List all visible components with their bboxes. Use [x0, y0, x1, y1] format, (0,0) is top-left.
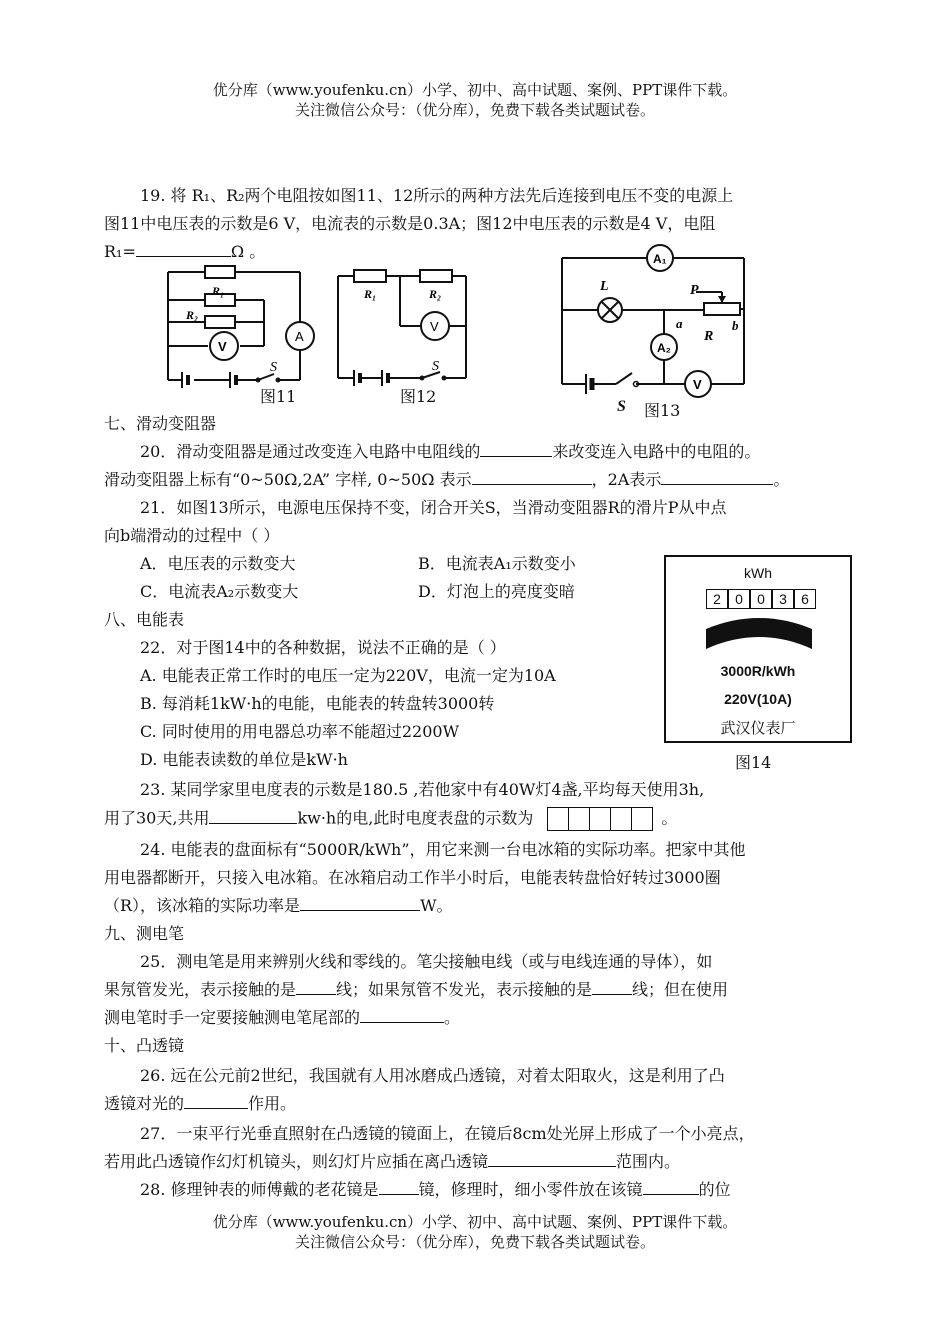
fig13-end-b: b — [732, 318, 739, 333]
footer-line-2: 关注微信公众号：（优分库），免费下载各类试题试卷。 — [294, 1233, 655, 1251]
q25-line-2 — [104, 979, 728, 1001]
fig12-voltmeter: V — [430, 319, 439, 334]
q24-blank[interactable] — [300, 896, 420, 911]
q25-blank-2[interactable] — [592, 980, 632, 995]
q26-line-1: 26. 远在公元前2世纪，我国就有人用冰磨成凸透镜，对着太阳取火，这是利用了凸 — [140, 1066, 725, 1085]
fig13-end-a: a — [676, 316, 683, 331]
meter-digit: 6 — [794, 589, 816, 609]
q23-digit-box[interactable] — [631, 807, 653, 831]
q19-blank[interactable] — [136, 242, 231, 257]
q23-text-a: 用了30天,共用 — [104, 808, 210, 828]
q25-line-3 — [104, 1007, 460, 1029]
meter-digits — [706, 589, 816, 609]
q23-line-2 — [104, 807, 677, 831]
q21-option-d[interactable]: D．灯泡上的亮度变暗 — [418, 582, 575, 601]
q28-blank-2[interactable] — [643, 1180, 699, 1195]
q21-option-b[interactable]: B．电流表A₁示数变小 — [418, 554, 576, 573]
fig11-switch-label: S — [270, 360, 277, 375]
fig13-a1: A₁ — [653, 252, 667, 266]
q23-digit-box[interactable] — [547, 807, 568, 831]
meter-rating: 220V(10A) — [724, 691, 792, 707]
figure-11-circuit — [160, 262, 330, 390]
q20-blank-1[interactable] — [480, 442, 552, 457]
fig14-caption: 图14 — [735, 753, 772, 772]
fig12-r1-label: R₁ — [364, 287, 377, 301]
q20-text-c: 滑动变阻器上标有“0~50Ω,2A” 字样, 0~50Ω 表示 — [104, 470, 472, 489]
q20-line-2 — [104, 469, 789, 491]
q24-text-a: （R），该冰箱的实际功率是 — [104, 896, 301, 915]
q24-text-b: W。 — [420, 896, 453, 915]
q22-option-d[interactable]: D. 电能表读数的单位是kW·h — [140, 750, 348, 769]
q24-line-3 — [104, 895, 453, 917]
fig13-switch-label: S — [617, 398, 626, 415]
fig13-slider-label: P — [690, 283, 699, 298]
header-line-2: 关注微信公众号：（优分库），免费下载各类试题试卷。 — [294, 101, 655, 119]
meter-maker: 武汉仪表厂 — [720, 719, 796, 737]
fig13-a2: A₂ — [657, 341, 671, 355]
q23-text-b: kw·h的电,此时电度表盘的示数为 — [297, 808, 534, 828]
fig13-caption: 图13 — [644, 401, 681, 420]
fig13-voltmeter: V — [693, 377, 702, 392]
section-9-title: 九、测电笔 — [104, 924, 185, 943]
figure-12-circuit — [332, 264, 472, 388]
q20-blank-2[interactable] — [472, 470, 592, 485]
fig11-voltmeter: V — [218, 339, 227, 354]
q21-option-c[interactable]: C．电流表A₂示数变大 — [140, 582, 299, 601]
section-7-title: 七、滑动变阻器 — [104, 414, 217, 433]
q28-blank-1[interactable] — [379, 1180, 419, 1195]
q26-blank[interactable] — [184, 1094, 248, 1109]
meter-rate: 3000R/kWh — [720, 663, 796, 679]
meter-digit: 0 — [750, 589, 772, 609]
q27-text-b: 范围内。 — [616, 1152, 681, 1171]
q22-stem: 22．对于图14中的各种数据，说法不正确的是（ ） — [140, 638, 506, 657]
q24-line-1: 24. 电能表的盘面标有“5000R/kWh”，用它来测一台电冰箱的实际功率。把家中其他 — [140, 840, 746, 859]
q20-text-e: 。 — [773, 470, 790, 489]
q19-line-3 — [104, 241, 265, 263]
meter-digit: 0 — [728, 589, 750, 609]
q22-option-b[interactable]: B. 每消耗1kW·h的电能，电能表的转盘转3000转 — [140, 694, 495, 713]
q23-blank[interactable] — [209, 809, 297, 824]
q23-digit-box[interactable] — [610, 807, 631, 831]
q24-line-2: 用电器都断开，只接入电冰箱。在冰箱启动工作半小时后，电能表转盘恰好转过3000圈 — [104, 868, 721, 887]
q23-digit-box[interactable] — [568, 807, 589, 831]
fig13-rheostat-label: R — [704, 329, 714, 344]
q25-line-1: 25．测电笔是用来辨别火线和零线的。笔尖接触电线（或与电线连通的导体），如 — [140, 952, 713, 971]
figure-13-circuit — [556, 246, 756, 396]
q19-prefix: R₁= — [104, 242, 136, 261]
fig11-caption: 图11 — [260, 387, 297, 406]
q27-line-2 — [104, 1151, 680, 1173]
q26-line-2 — [104, 1093, 296, 1115]
header-line-1: 优分库（www.youfenku.cn）小学、初中、高中试题、案例、PPT课件下载。 — [212, 81, 738, 99]
q26-text-b: 作用。 — [248, 1094, 297, 1113]
footer-line-1: 优分库（www.youfenku.cn）小学、初中、高中试题、案例、PPT课件下载。 — [212, 1213, 738, 1231]
q20-text-a: 20．滑动变阻器是通过改变连入电路中电阻线的 — [140, 442, 481, 461]
q20-text-d: ，2A表示 — [591, 470, 662, 489]
fig11-ammeter: A — [295, 329, 304, 344]
q25-text-e: 。 — [444, 1008, 461, 1027]
q25-text-d: 测电笔时手一定要接触测电笔尾部的 — [104, 1008, 361, 1027]
q22-option-a[interactable]: A. 电能表正常工作时的电压一定为220V，电流一定为10A — [140, 666, 556, 685]
q27-line-1: 27．一束平行光垂直照射在凸透镜的镜面上，在镜后8cm处光屏上形成了一个小亮点， — [140, 1124, 755, 1143]
fig12-r2-label: R₂ — [429, 287, 442, 301]
fig13-lamp-label: L — [600, 279, 609, 294]
q25-text-a: 果氖管发光，表示接触的是 — [104, 980, 297, 999]
q21-line-2: 向b端滑动的过程中（ ） — [104, 526, 280, 545]
q25-text-b: 线；如果氖管不发光，表示接触的是 — [336, 980, 593, 999]
meter-unit: kWh — [744, 565, 772, 581]
q27-blank[interactable] — [488, 1152, 616, 1167]
q20-text-b: 来改变连入电路中的电阻的。 — [552, 442, 761, 461]
q20-blank-3[interactable] — [661, 470, 773, 485]
q28-text-a: 28. 修理钟表的师傅戴的老花镜是 — [140, 1180, 379, 1199]
meter-digit: 3 — [772, 589, 794, 609]
q23-digit-box[interactable] — [589, 807, 610, 831]
q23-line-1: 23. 某同学家里电度表的示数是180.5 ,若他家中有40W灯4盏,平均每天使用3h, — [140, 780, 705, 799]
q25-text-c: 线；但在使用 — [632, 980, 729, 999]
section-8-title: 八、电能表 — [104, 610, 185, 629]
q22-option-c[interactable]: C. 同时使用的用电器总功率不能超过2200W — [140, 722, 460, 741]
q28-text-c: 的位 — [698, 1180, 731, 1199]
section-10-title: 十、凸透镜 — [104, 1036, 185, 1055]
meter-dial — [704, 617, 814, 651]
q23-text-c: 。 — [661, 808, 678, 828]
q19-suffix: Ω 。 — [230, 242, 266, 261]
q26-text-a: 透镜对光的 — [104, 1094, 185, 1113]
fig11-r1-label: R₁ — [212, 284, 225, 298]
q19-line-1: 19. 将 R₁、R₂两个电阻按如图11、12所示的两种方法先后连接到电压不变的电源上 — [140, 186, 734, 205]
fig11-r2-label: R₂ — [186, 308, 199, 322]
q28-text-b: 镜，修理时，细小零件放在该镜 — [418, 1180, 643, 1199]
q27-text-a: 若用此凸透镜作幻灯机镜头，则幻灯片应插在离凸透镜 — [104, 1152, 489, 1171]
q19-line-2: 图11中电压表的示数是6 V，电流表的示数是0.3A；图12中电压表的示数是4 V，电阻 — [104, 214, 716, 233]
q20-line-1 — [140, 441, 760, 463]
q21-line-1: 21．如图13所示，电源电压保持不变，闭合开关S，当滑动变阻器R的滑片P从中点 — [140, 498, 727, 517]
q25-blank-1[interactable] — [296, 980, 336, 995]
meter-digit: 2 — [706, 589, 728, 609]
q25-blank-3[interactable] — [360, 1008, 444, 1023]
fig12-caption: 图12 — [400, 387, 437, 406]
q28-line-1 — [140, 1179, 731, 1201]
fig12-switch-label: S — [432, 359, 439, 374]
q21-option-a[interactable]: A．电压表的示数变大 — [140, 554, 296, 573]
figure-14-meter — [664, 555, 852, 743]
